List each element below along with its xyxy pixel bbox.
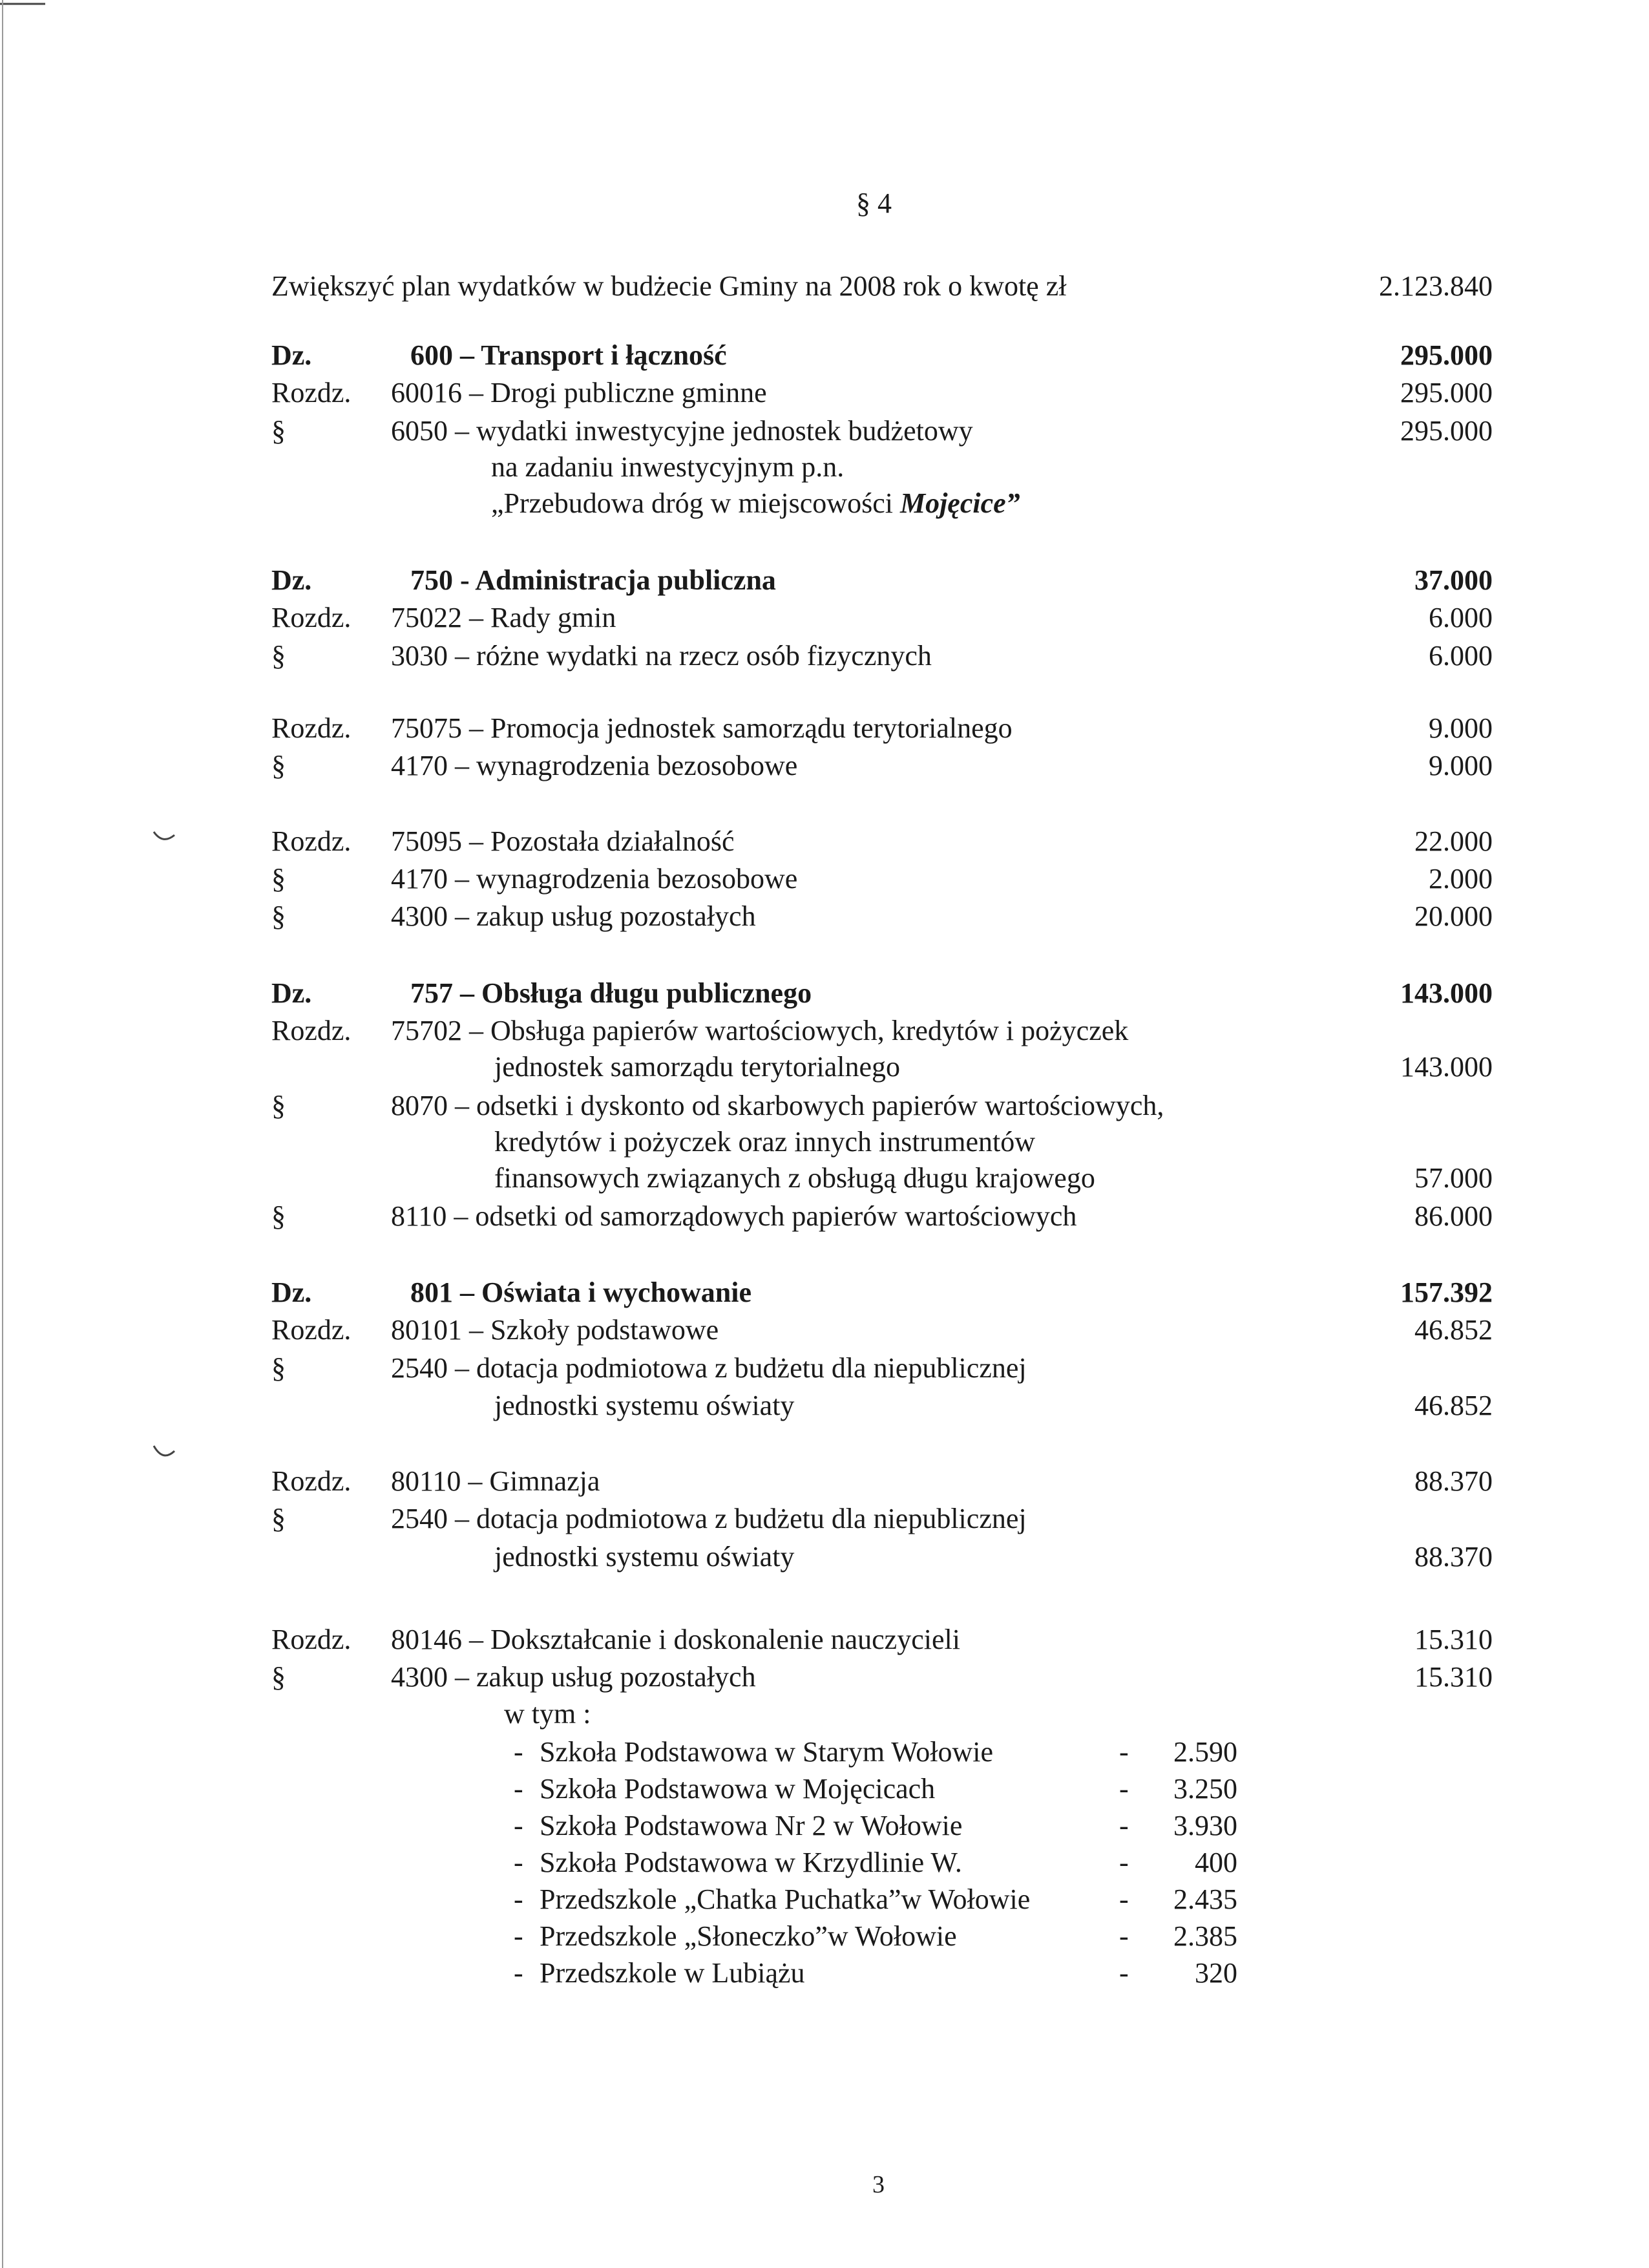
rozdz-text: 75702 – Obsługa papierów wartościowych, kredytów i pożyczek [391, 1015, 1129, 1046]
paragraph-line: jednostki systemu oświaty [494, 1390, 795, 1421]
rozdz-text: 75095 – Pozostała działalność [391, 825, 735, 857]
paragraph-amount: 15.310 [1414, 1661, 1493, 1693]
dz-amount: 37.000 [1414, 564, 1493, 596]
page-number: 3 [872, 2171, 885, 2198]
paragraph-text: 4300 – zakup usług pozostałych [391, 1661, 756, 1693]
rozdz-line: jednostek samorządu terytorialnego [494, 1051, 901, 1083]
paragraph-amount: 20.000 [1414, 900, 1493, 932]
list-dash: - [514, 1810, 523, 1841]
paragraph-amount: 295.000 [1400, 415, 1493, 447]
list-dash: - [514, 1847, 523, 1878]
paragraph-amount: 2.000 [1429, 863, 1493, 895]
list-dash: - [514, 1957, 523, 1989]
list-item-name: Szkoła Podstawowa w Starym Wołowie [540, 1736, 994, 1768]
list-item-name: Przedszkole „Słoneczko”w Wołowie [540, 1920, 957, 1952]
paragraph-amount: 57.000 [1414, 1162, 1493, 1194]
list-dash: - [514, 1920, 523, 1952]
list-item-name: Szkoła Podstawowa w Mojęcicach [540, 1773, 936, 1805]
paragraph-text: 4170 – wynagrodzenia bezosobowe [391, 750, 798, 781]
rozdz-text: 80101 – Szkoły podstawowe [391, 1314, 719, 1346]
paragraph-symbol: § [271, 640, 286, 672]
list-dash: - [514, 1883, 523, 1915]
rozdz-text: 60016 – Drogi publiczne gminne [391, 377, 767, 408]
dz-amount: 143.000 [1400, 977, 1493, 1009]
rozdz-label: Rozdz. [271, 825, 352, 857]
rozdz-text: 80110 – Gimnazja [391, 1465, 600, 1497]
paragraph-symbol: § [271, 1352, 286, 1384]
dz-title: 801 – Oświata i wychowanie [410, 1277, 751, 1308]
list-item-name: Przedszkole w Lubiążu [540, 1957, 805, 1989]
rozdz-label: Rozdz. [271, 712, 352, 744]
list-item-amount: 320 [1195, 1957, 1237, 1989]
rozdz-label: Rozdz. [271, 1314, 352, 1346]
paragraph-symbol: § [271, 1090, 286, 1121]
list-item-amount: 2.590 [1173, 1736, 1237, 1768]
paragraph-line: finansowych związanych z obsługą długu krajowego [494, 1162, 1095, 1194]
list-separator: - [1119, 1883, 1129, 1915]
rozdz-amount: 22.000 [1414, 825, 1493, 857]
paragraph-amount: 9.000 [1429, 750, 1493, 781]
list-item-name: Przedszkole „Chatka Puchatka”w Wołowie [540, 1883, 1031, 1915]
paragraph-line: jednostki systemu oświaty [494, 1541, 795, 1573]
list-item-name: Szkoła Podstawowa w Krzydlinie W. [540, 1847, 962, 1878]
rozdz-amount: 9.000 [1429, 712, 1493, 744]
rozdz-amount: 295.000 [1400, 377, 1493, 408]
list-item-amount: 3.930 [1173, 1810, 1237, 1841]
w-tym-label: w tym : [504, 1698, 591, 1730]
paragraph-text: 6050 – wydatki inwestycyjne jednostek budżetowy [391, 415, 973, 447]
paragraph-text: 2540 – dotacja podmiotowa z budżetu dla niepublicznej [391, 1503, 1027, 1534]
rozdz-label: Rozdz. [271, 1465, 352, 1497]
paragraph-symbol: § [271, 1503, 286, 1534]
list-dash: - [514, 1773, 523, 1805]
list-separator: - [1119, 1847, 1129, 1878]
paragraph-amount: 88.370 [1414, 1541, 1493, 1573]
paragraph-text: 8110 – odsetki od samorządowych papierów wartościowych [391, 1200, 1077, 1232]
paragraph-amount: 46.852 [1414, 1390, 1493, 1421]
list-separator: - [1119, 1957, 1129, 1989]
paragraph-line: na zadaniu inwestycyjnym p.n. [491, 451, 845, 483]
paragraph-line: kredytów i pożyczek oraz innych instrumentów [494, 1126, 1035, 1158]
dz-title: 750 - Administracja publiczna [410, 564, 776, 596]
paragraph-text: 4300 – zakup usług pozostałych [391, 900, 756, 932]
rozdz-amount: 143.000 [1400, 1051, 1493, 1083]
intro-text: Zwiększyć plan wydatków w budżecie Gminy na 2008 rok o kwotę zł [271, 270, 1067, 302]
list-item-amount: 2.435 [1173, 1883, 1237, 1915]
rozdz-amount: 46.852 [1414, 1314, 1493, 1346]
list-dash: - [514, 1736, 523, 1768]
rozdz-label: Rozdz. [271, 602, 352, 633]
paragraph-amount: 6.000 [1429, 640, 1493, 672]
list-separator: - [1119, 1773, 1129, 1805]
paragraph-symbol: § [271, 1200, 286, 1232]
dz-amount: 157.392 [1400, 1277, 1493, 1308]
dz-label: Dz. [271, 564, 312, 596]
dz-label: Dz. [271, 977, 312, 1009]
list-item-name: Szkoła Podstawowa Nr 2 w Wołowie [540, 1810, 963, 1841]
rozdz-amount: 88.370 [1414, 1465, 1493, 1497]
intro-amount: 2.123.840 [1379, 270, 1493, 302]
rozdz-amount: 6.000 [1429, 602, 1493, 633]
rozdz-text: 75075 – Promocja jednostek samorządu terytorialnego [391, 712, 1013, 744]
paragraph-text: 8070 – odsetki i dyskonto od skarbowych papierów wartościowych, [391, 1090, 1164, 1121]
rozdz-amount: 15.310 [1414, 1624, 1493, 1655]
list-separator: - [1119, 1810, 1129, 1841]
dz-title: 757 – Obsługa długu publicznego [410, 977, 812, 1009]
list-separator: - [1119, 1920, 1129, 1952]
section-header: § 4 [856, 187, 892, 219]
paragraph-symbol: § [271, 863, 286, 895]
list-item-amount: 3.250 [1173, 1773, 1237, 1805]
rozdz-label: Rozdz. [271, 377, 352, 408]
paragraph-text: 3030 – różne wydatki na rzecz osób fizycznych [391, 640, 932, 672]
dz-title: 600 – Transport i łączność [410, 339, 727, 371]
dz-label: Dz. [271, 1277, 312, 1308]
list-item-amount: 2.385 [1173, 1920, 1237, 1952]
paragraph-symbol: § [271, 900, 286, 932]
paragraph-symbol: § [271, 415, 286, 447]
dz-label: Dz. [271, 339, 312, 371]
dz-amount: 295.000 [1400, 339, 1493, 371]
rozdz-text: 75022 – Rady gmin [391, 602, 616, 633]
paragraph-amount: 86.000 [1414, 1200, 1493, 1232]
list-item-amount: 400 [1195, 1847, 1237, 1878]
paragraph-symbol: § [271, 750, 286, 781]
rozdz-label: Rozdz. [271, 1624, 352, 1655]
list-separator: - [1119, 1736, 1129, 1768]
rozdz-label: Rozdz. [271, 1015, 352, 1046]
paragraph-symbol: § [271, 1661, 286, 1693]
rozdz-text: 80146 – Dokształcanie i doskonalenie nauczycieli [391, 1624, 960, 1655]
paragraph-text: 4170 – wynagrodzenia bezosobowe [391, 863, 798, 895]
paragraph-line: „Przebudowa dróg w miejscowości Mojęcice” [491, 487, 1020, 519]
paragraph-text: 2540 – dotacja podmiotowa z budżetu dla niepublicznej [391, 1352, 1027, 1384]
